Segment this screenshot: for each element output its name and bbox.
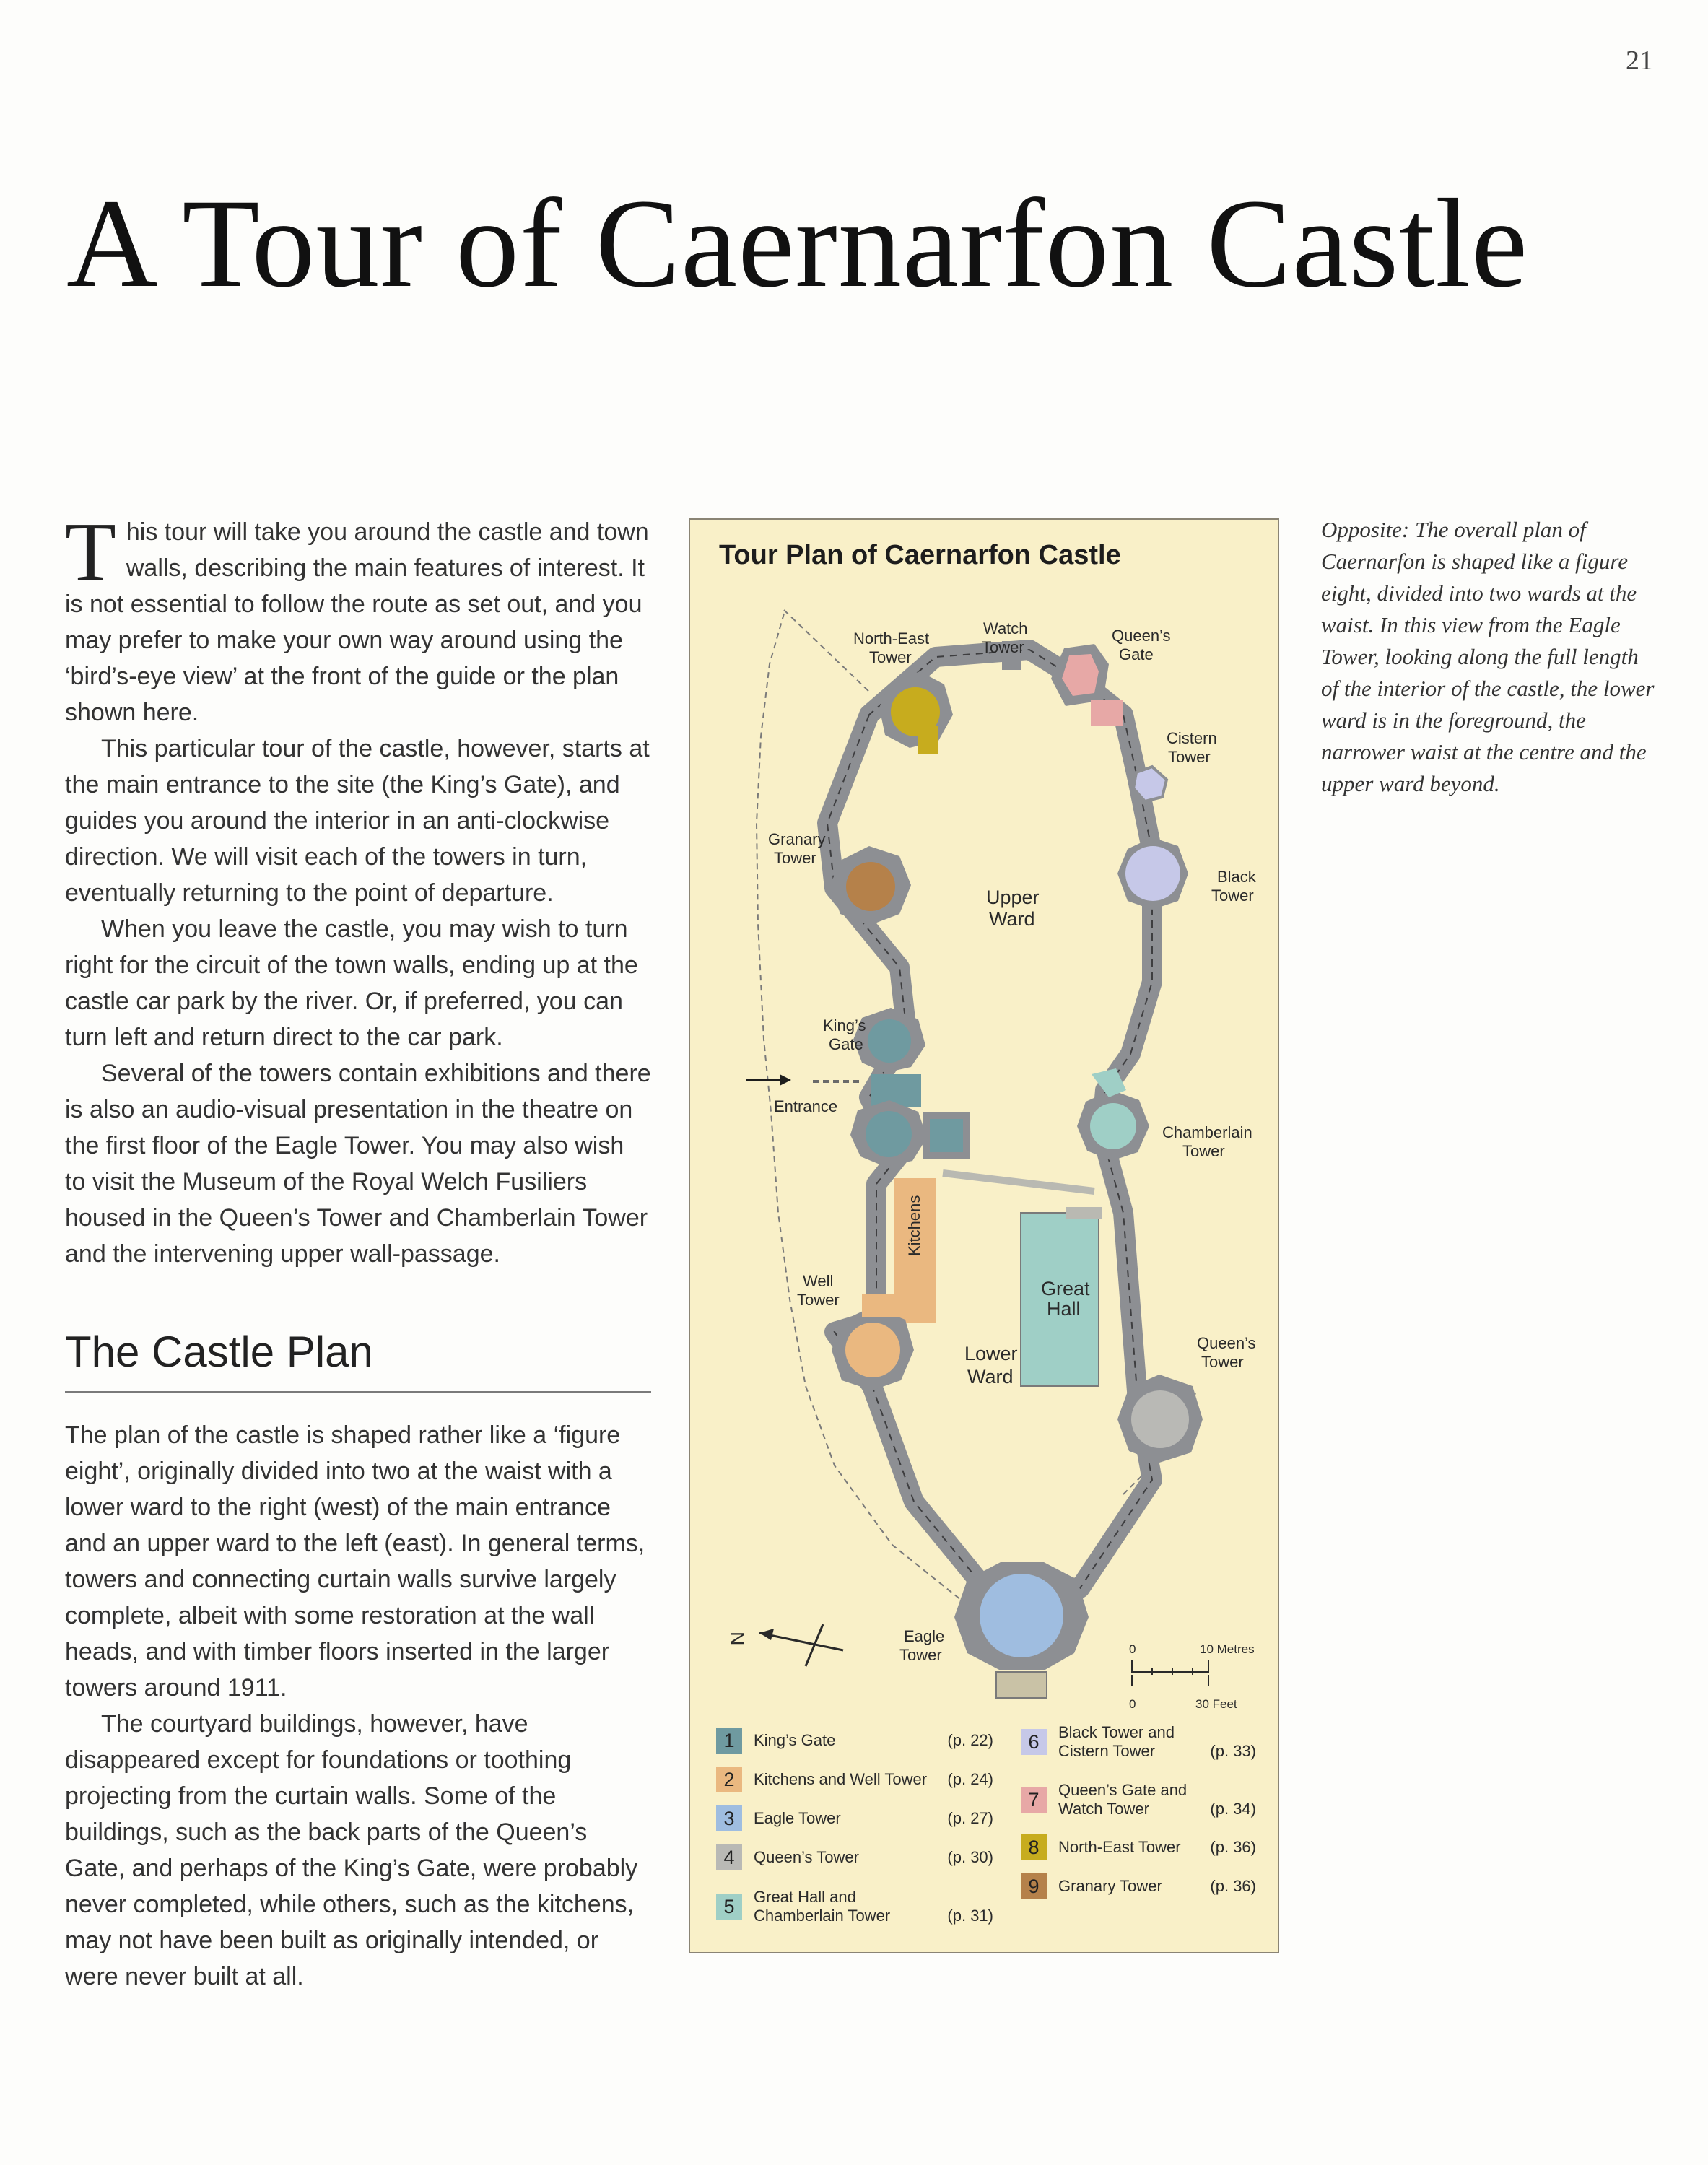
- legend-item-kings-gate: [716, 1728, 993, 1754]
- page-number: 21: [1626, 45, 1653, 76]
- well-tower-fill: [845, 1323, 900, 1377]
- legend-number: 1: [716, 1728, 742, 1754]
- eagle-tower-steps: [996, 1672, 1047, 1698]
- legend-page: (p. 27): [947, 1809, 993, 1827]
- well-tower-stair: [862, 1294, 905, 1317]
- legend-item-queens-tower: [716, 1844, 993, 1870]
- section-paragraph: The courtyard buildings, however, have disappeared except for foundations or toothing projecting from the curtain walls. Some of the buildings, such as the back parts of the Queen’s Gate, and perhaps of the King’s Gate, were probably never completed, while others, such as the kitchens, may not have been built as originally intended, or were never built at all.: [65, 1710, 638, 1990]
- granary-tower-fill: [846, 862, 895, 911]
- kings-gate-south-fill: [866, 1111, 912, 1157]
- label-kings-gate: King’s: [823, 1016, 866, 1034]
- black-tower-fill: [1125, 846, 1180, 901]
- legend-item-queens-gate-watch: [1021, 1781, 1256, 1818]
- legend-label: Kitchens and Well Tower: [754, 1770, 928, 1788]
- legend-page: (p. 31): [947, 1907, 993, 1925]
- legend-page: (p. 36): [1210, 1838, 1256, 1856]
- scale-bar: [1132, 1660, 1208, 1686]
- scale-feet-zero: 0: [1129, 1697, 1136, 1711]
- legend-label: Queen’s Gate and Watch Tower: [1058, 1781, 1188, 1818]
- legend-page: (p. 33): [1210, 1742, 1256, 1760]
- left-column: [65, 506, 651, 1995]
- label-watch-tower: Tower: [982, 638, 1024, 656]
- label-chamberlain-tower: Chamberlain: [1162, 1123, 1252, 1141]
- label-black-tower: Black: [1217, 868, 1256, 886]
- label-great-hall: Great: [1041, 1278, 1090, 1299]
- intro-paragraph: Several of the towers contain exhibitions and there is also an audio-visual presentation in the theatre on the first floor of the Eagle Tower. You may also wish to visit the Museum of the Royal Welch Fusiliers housed in the Queen’s Tower and Chamberlain Tower and the intervening upper wall-passage.: [65, 1060, 651, 1268]
- label-black-tower: Tower: [1211, 887, 1254, 905]
- legend-item-granary-tower: [1021, 1873, 1256, 1899]
- label-well-tower: Tower: [797, 1291, 840, 1309]
- label-cistern-tower: Tower: [1168, 748, 1211, 766]
- legend-item-eagle-tower: [716, 1805, 993, 1831]
- scale-metres-label: 10 Metres: [1200, 1642, 1255, 1656]
- intro-text: [65, 506, 651, 1272]
- plan-title: Tour Plan of Caernarfon Castle: [719, 540, 1121, 570]
- label-granary-tower: Granary: [768, 830, 826, 848]
- intro-paragraph: his tour will take you around the castle and town walls, describing the main features of interest. It is not essential to follow the route as set out, and you may prefer to make your own way around using the ‘bird’s-eye view’ at the front of the guide or the plan shown here.: [65, 518, 649, 726]
- label-chamberlain-tower: Tower: [1182, 1142, 1225, 1160]
- scale-feet-label: 30 Feet: [1195, 1697, 1237, 1711]
- legend-label: Eagle Tower: [754, 1809, 841, 1827]
- north-east-tower-stair: [918, 726, 938, 754]
- legend-page: (p. 30): [947, 1848, 993, 1866]
- legend-label: Great Hall and Chamberlain Tower: [754, 1888, 891, 1925]
- legend-item-black-cistern: [1021, 1723, 1256, 1761]
- legend-number: 7: [1021, 1787, 1047, 1813]
- legend-number: 5: [716, 1894, 742, 1920]
- label-queens-gate: Queen’s: [1112, 627, 1171, 645]
- label-kings-gate: Gate: [829, 1035, 863, 1053]
- label-cistern-tower: Cistern: [1167, 729, 1217, 747]
- chamberlain-tower-fill: [1090, 1103, 1136, 1149]
- scale-metres-zero: 0: [1129, 1642, 1136, 1656]
- label-queens-gate: Gate: [1119, 645, 1154, 663]
- queens-gate-passage: [1091, 700, 1123, 726]
- section-paragraph: The plan of the castle is shaped rather like a ‘figure eight’, originally divided into two at the waist with a lower ward to the right (west) of the main entrance and an upper ward to the left (east). In general terms, towers and connecting curtain walls survive largely complete, albeit with some restoration at the wall heads, and with timber floors inserted in the larger towers around 1911.: [65, 1421, 645, 1702]
- north-arrow-letter: N: [726, 1632, 748, 1646]
- label-well-tower: Well: [803, 1272, 834, 1290]
- legend-page: (p. 24): [947, 1770, 993, 1788]
- label-lower-ward: Lower: [964, 1343, 1018, 1364]
- cross-wall: [943, 1173, 1094, 1191]
- legend-number: 8: [1021, 1834, 1047, 1860]
- intro-paragraph: This particular tour of the castle, however, starts at the main entrance to the site (the King’s Gate), and guides you around the interior in an anti-clockwise direction. We will visit each of the towers in turn, eventually returning to the point of departure.: [65, 735, 650, 907]
- photo-caption: Opposite: The overall plan of Caernarfon is shaped like a figure eight, divided into two wards at the waist. In this view from the Eagle Tower, looking along the full length of the interior of the castle, the lower ward is in the foreground, the narrower waist at the centre and the upper ward beyond.: [1321, 517, 1655, 796]
- legend-page: (p. 34): [1210, 1800, 1256, 1818]
- legend-label: Queen’s Tower: [754, 1848, 859, 1866]
- label-eagle-tower: Tower: [899, 1646, 942, 1664]
- label-north-east-tower: Tower: [869, 648, 912, 666]
- legend-page: (p. 22): [947, 1731, 993, 1749]
- label-queens-tower: Tower: [1201, 1353, 1244, 1371]
- legend-number: 9: [1021, 1873, 1047, 1899]
- castle-plan-map: [690, 520, 1281, 1718]
- label-granary-tower: Tower: [774, 849, 816, 867]
- great-hall-steps: [1066, 1207, 1102, 1219]
- queens-tower-fill: [1131, 1390, 1189, 1448]
- section-heading: The Castle Plan: [65, 1327, 651, 1393]
- label-upper-ward: Upper: [986, 887, 1040, 908]
- legend-item-great-hall-chamberlain: [716, 1888, 993, 1925]
- legend-item-kitchens-well-tower: [716, 1767, 993, 1792]
- legend-item-north-east-tower: [1021, 1834, 1256, 1860]
- legend-number: 2: [716, 1767, 742, 1792]
- label-upper-ward: Ward: [989, 908, 1035, 930]
- label-kitchens: Kitchens: [905, 1195, 923, 1256]
- kings-gate-north-fill: [868, 1019, 911, 1063]
- legend-number: 3: [716, 1805, 742, 1831]
- legend-label: North-East Tower: [1058, 1838, 1181, 1856]
- label-queens-tower: Queen’s: [1197, 1334, 1256, 1352]
- intro-paragraph: When you leave the castle, you may wish to turn right for the circuit of the town walls, ending up at the castle car park by the river. Or, if preferred, you can turn left and return direct to the car park.: [65, 915, 638, 1051]
- legend-number: 4: [716, 1844, 742, 1870]
- legend-page: (p. 36): [1210, 1877, 1256, 1895]
- legend-number: 6: [1021, 1729, 1047, 1755]
- page-title: A Tour of Caernarfon Castle: [66, 173, 1529, 314]
- label-north-east-tower: North-East: [853, 630, 930, 648]
- tour-plan-panel: [689, 518, 1279, 1953]
- label-eagle-tower: Eagle: [904, 1627, 945, 1645]
- label-entrance: Entrance: [774, 1097, 838, 1115]
- label-lower-ward: Ward: [967, 1366, 1014, 1388]
- eagle-tower-fill: [980, 1574, 1063, 1657]
- section-text: [65, 1417, 651, 1995]
- legend-label: Granary Tower: [1058, 1877, 1162, 1895]
- label-watch-tower: Watch: [983, 619, 1028, 637]
- drop-cap: T: [65, 506, 116, 598]
- legend-label: Black Tower and Cistern Tower: [1058, 1723, 1175, 1760]
- outer-earthwork-line: [784, 610, 871, 693]
- kings-gate-rear-fill: [930, 1119, 963, 1152]
- label-great-hall: Hall: [1047, 1298, 1081, 1320]
- kings-gate-passage: [871, 1074, 921, 1107]
- legend-label: King’s Gate: [754, 1731, 836, 1749]
- entrance-arrow-head: [780, 1074, 791, 1086]
